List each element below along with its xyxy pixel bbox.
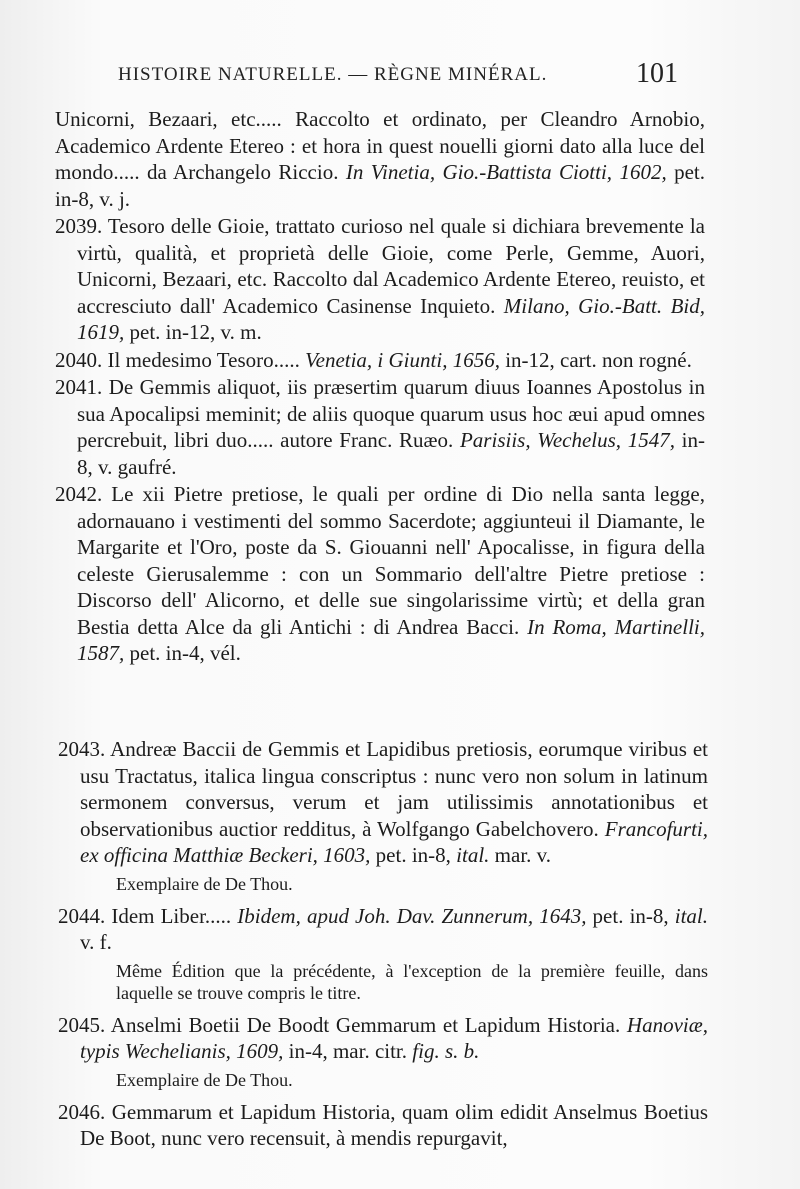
entry-text: in-8, v. gaufré. xyxy=(77,428,705,479)
entry-text: Idem Liber..... xyxy=(105,903,238,928)
entry-text: Unicorni, Bezaari, etc..... Raccolto et ordinato, per Cleandro Arnobio, Academico Ardente Etereo : et hora in quest nouelli giorni dato alla luce del mondo..... da Archangelo Riccio. xyxy=(55,107,705,184)
catalogue-entry xyxy=(55,374,705,480)
entry-text: pet. in-8, xyxy=(586,903,675,928)
catalogue-entry xyxy=(58,903,708,956)
entry-number: 2046. xyxy=(58,1099,106,1124)
entry-imprint-italic: Venetia, i Giunti, 1656, xyxy=(305,347,500,372)
entry-imprint-italic: Ibidem, apud Joh. Dav. Zunnerum, 1643, xyxy=(237,903,587,928)
entry-text: Anselmi Boetii De Boodt Gemmarum et Lapidum Historia. xyxy=(105,1012,627,1037)
entry-imprint-italic: In Roma, Martinelli, 1587, xyxy=(77,614,705,665)
entry-imprint-italic: ital. xyxy=(674,903,709,928)
entry-text: pet. in-12, v. m. xyxy=(124,320,262,344)
catalogue-entries-bottom xyxy=(58,736,708,1152)
entry-imprint-italic: fig. s. b. xyxy=(412,1039,480,1063)
entry-note: Même Édition que la précédente, à l'exception de la première feuille, dans laquelle se trouve compris le titre. xyxy=(116,960,708,1003)
entry-imprint-italic: ital. xyxy=(456,843,490,867)
entry-text: Le xii Pietre pretiose, le quali per ordine di Dio nella santa legge, adornauano i vestimenti del sommo Sacerdote; aggiunteui il Diamante, le Margarite et l'Oro, poste da S. Giouanni nell' Apocalisse, in figura della celeste Gierusalemme : con un Sommario dell'altre Pietre pretiose : Discorso dell' Alicorno, et delle sue singolarissime virtù; et della gran Bestia detta Alce da gli Antichi : di Andrea Bacci. xyxy=(77,482,705,639)
entry-imprint-italic: Milano, Gio.-Batt. Bid, 1619, xyxy=(77,293,705,344)
catalogue-entry xyxy=(55,481,705,667)
entry-text: mar. v. xyxy=(489,843,552,867)
catalogue-entry xyxy=(55,106,705,212)
entry-text: in-12, cart. non rogné. xyxy=(499,347,692,372)
entry-text: pet. in-4, vél. xyxy=(124,641,241,665)
entry-text: pet. in-8, xyxy=(370,843,457,867)
page-number: 101 xyxy=(636,58,678,89)
entry-number: 2045. xyxy=(58,1012,106,1037)
catalogue-entry xyxy=(58,736,708,869)
entry-imprint-italic: Parisiis, Wechelus, 1547, xyxy=(459,428,675,452)
entry-imprint-italic: In Vinetia, Gio.-Battista Ciotti, 1602, xyxy=(345,160,667,184)
entry-text: Andreæ Baccii de Gemmis et Lapidibus pretiosis, eorumque viribus et usu Tractatus, italica lingua conscriptus : nunc vero non solum in latinum sermonem conversus, verum et jam utilissimis annotationibus et observationibus auctior redditus, à Wolfgango Gabelchovero. xyxy=(80,737,708,841)
catalogue-entry xyxy=(55,347,705,374)
entry-number: 2044. xyxy=(58,903,106,928)
entry-number: 2039. xyxy=(55,214,103,238)
entry-text: Gemmarum et Lapidum Historia, quam olim edidit Anselmus Boetius De Boot, nunc vero recensuit, à mendis repurgavit, xyxy=(80,1099,708,1150)
entry-text: Tesoro delle Gioie, trattato curioso nel quale si dichiara brevemente la virtù, qualità, et proprietà delle Gioie, come Perle, Gemme, Auori, Unicorni, Bezaari, etc. Raccolto dal Academico Ardente Etereo, reuisto, et accresciuto dall' Academico Casinense Inquieto. xyxy=(77,214,705,318)
entry-imprint-italic: Francofurti, ex officina Matthiæ Beckeri, 1603, xyxy=(80,816,708,867)
entry-text: De Gemmis aliquot, iis præsertim quarum diuus Ioannes Apostolus in sua Apocalipsi meminit; de aliis quoque quarum usus hoc æui apud omnes percrebuit, libri duo..... autore Franc. Ruæo. xyxy=(77,375,705,452)
running-title: HISTOIRE NATURELLE. — RÈGNE MINÉRAL. xyxy=(118,64,548,85)
entry-text: in-4, mar. citr. xyxy=(283,1039,413,1063)
catalogue-entry xyxy=(55,213,705,346)
entry-imprint-italic: Hanoviæ, typis Wechelianis, 1609, xyxy=(80,1012,708,1063)
entry-number: 2043. xyxy=(58,737,106,761)
entry-text: Il medesimo Tesoro..... xyxy=(102,347,306,372)
entry-number: 2042. xyxy=(55,482,103,506)
entry-text: pet. in-8, v. j. xyxy=(55,160,706,211)
entry-number: 2041. xyxy=(55,375,103,399)
entry-note: Exemplaire de De Thou. xyxy=(116,1069,293,1090)
catalogue-entry xyxy=(58,1099,708,1152)
entry-text: v. f. xyxy=(80,930,112,954)
catalogue-entries-top xyxy=(55,106,705,667)
entry-number: 2040. xyxy=(55,347,103,372)
entry-note: Exemplaire de De Thou. xyxy=(116,873,293,894)
catalogue-entry xyxy=(58,1012,708,1065)
